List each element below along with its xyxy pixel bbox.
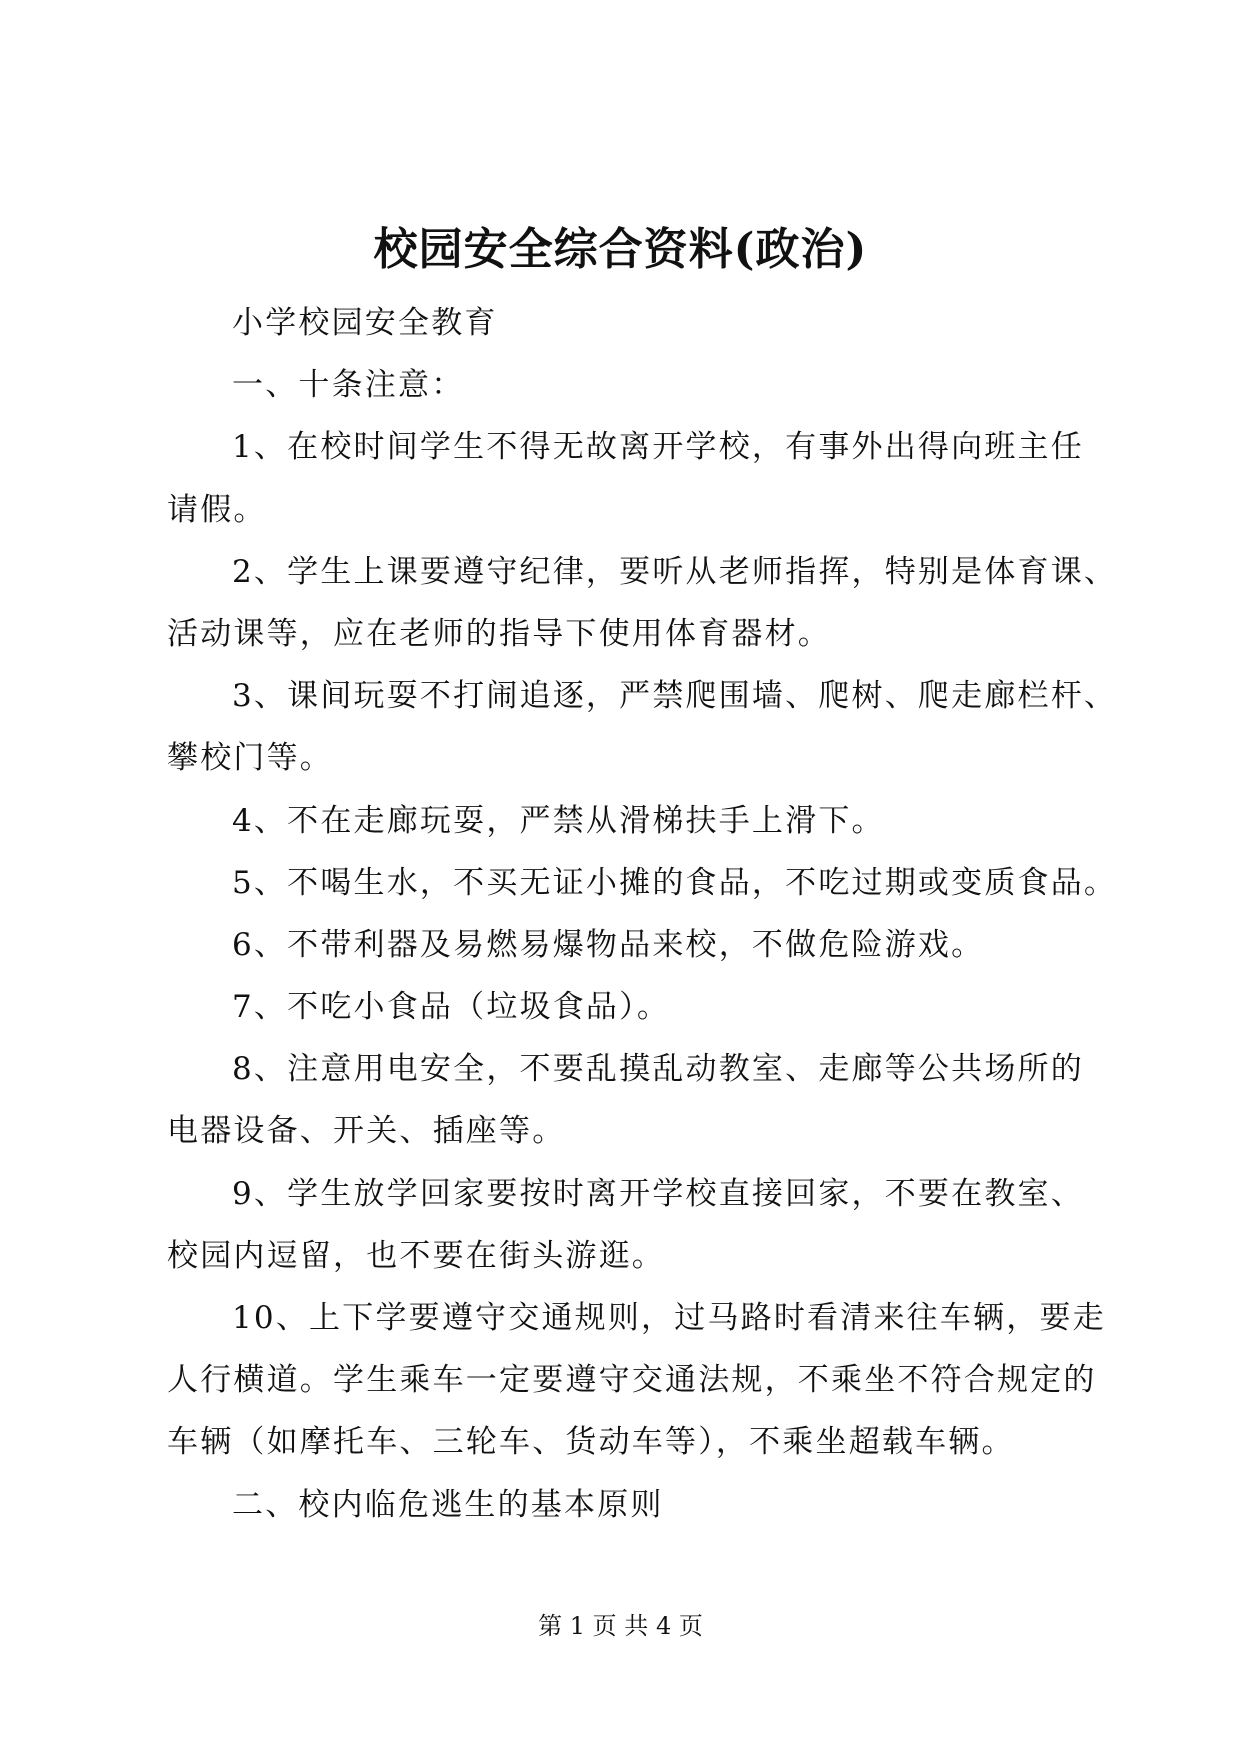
page-footer: 第 1 页 共 4 页 xyxy=(538,1612,703,1640)
body-line: 车辆（如摩托车、三轮车、货动车等），不乘坐超载车辆。 xyxy=(167,1424,1015,1461)
body-line: 6、不带利器及易燃易爆物品来校，不做危险游戏。 xyxy=(232,926,985,963)
body-line: 1、在校时间学生不得无故离开学校，有事外出得向班主任 xyxy=(232,429,1084,466)
body-line: 10、上下学要遵守交通规则，过马路时看清来往车辆，要走 xyxy=(232,1300,1106,1336)
body-line: 二、校内临危逃生的基本原则 xyxy=(232,1486,664,1523)
body-line: 8、注意用电安全，不要乱摸乱动教室、走廊等公共场所的 xyxy=(232,1051,1084,1088)
body-line: 小学校园安全教育 xyxy=(232,305,498,341)
body-line: 请假。 xyxy=(167,491,267,528)
body-line: 4、不在走廊玩耍，严禁从滑梯扶手上滑下。 xyxy=(232,802,885,839)
body-line: 3、课间玩耍不打闹追逐，严禁爬围墙、爬树、爬走廊栏杆、 xyxy=(232,678,1118,715)
body-line: 电器设备、开关、插座等。 xyxy=(167,1113,566,1150)
body-line: 2、学生上课要遵守纪律，要听从老师指挥，特别是体育课、 xyxy=(232,553,1118,590)
body-line: 人行横道。学生乘车一定要遵守交通法规，不乘坐不符合规定的 xyxy=(167,1362,1097,1399)
body-line: 校园内逗留，也不要在街头游逛。 xyxy=(167,1237,665,1274)
body-line: 攀校门等。 xyxy=(167,740,333,777)
body-line: 7、不吃小食品（垃圾食品）。 xyxy=(232,989,671,1026)
body-line: 9、学生放学回家要按时离开学校直接回家，不要在教室、 xyxy=(232,1175,1084,1212)
body-line: 一、十条注意： xyxy=(232,367,465,404)
body-line: 活动课等，应在老师的指导下使用体育器材。 xyxy=(167,615,831,652)
document-title: 校园安全综合资料(政治) xyxy=(373,224,868,275)
document-body xyxy=(167,292,1118,1536)
body-line: 5、不喝生水，不买无证小摊的食品，不吃过期或变质食品。 xyxy=(232,864,1118,901)
